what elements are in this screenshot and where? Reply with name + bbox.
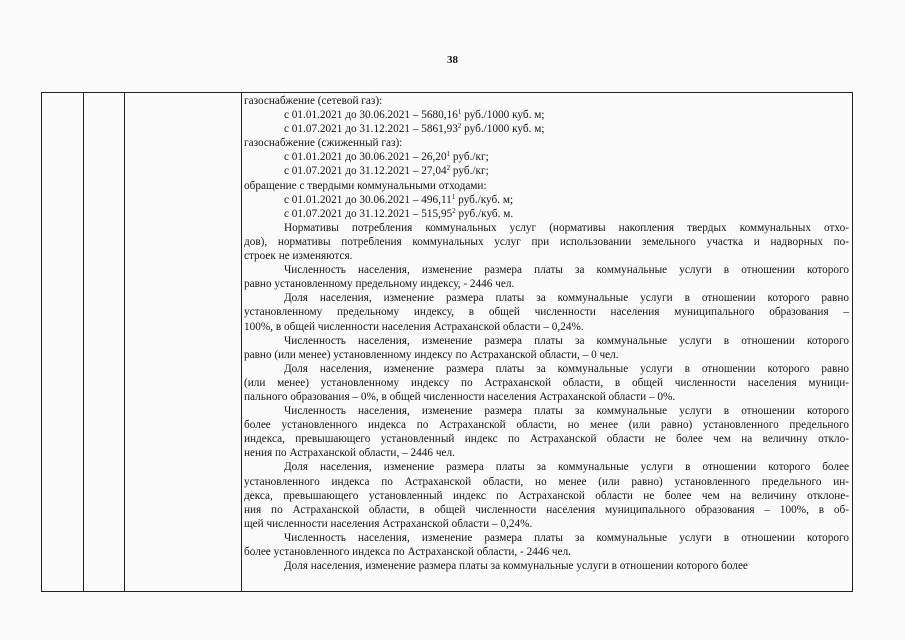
paragraph-line: 100%, в общей численности населения Астраханской области – 0,24%. bbox=[244, 320, 584, 333]
tariff-line: с 01.01.2021 до 30.06.2021 – 5680,16$^1$ руб./1000 куб. м; bbox=[284, 108, 545, 122]
paragraph-line: (или менее) установленному индексу по Астраханской области, в общей численности населения муници- bbox=[244, 376, 849, 389]
document-table bbox=[41, 92, 853, 592]
paragraph-first-line: Доля населения, изменение размера платы за коммунальные услуги в отношении которого равно bbox=[284, 362, 849, 375]
paragraph-line: щей численности населения Астраханской области – 0,24%. bbox=[244, 517, 533, 530]
paragraph-first-line: Численность населения, изменение размера платы за коммунальные услуги в отношении которого bbox=[284, 334, 849, 347]
paragraph bbox=[244, 531, 849, 559]
paragraph bbox=[244, 460, 849, 530]
tariff-line: с 01.01.2021 до 30.06.2021 – 496,11$^1$ руб./куб. м; bbox=[284, 192, 514, 206]
paragraph-line: пального образования – 0%, в общей численности населения Астраханской области – 0%. bbox=[244, 390, 676, 403]
tariff-line: с 01.01.2021 до 30.06.2021 – 26,20$^1$ руб./кг; bbox=[284, 150, 489, 164]
paragraph-line: ния по Астраханской области, в общей численности населения муниципального образования – 100%, в об- bbox=[244, 503, 849, 516]
paragraph-line: установленного индекса по Астраханской области, но менее (или равно) установленного предельного ин- bbox=[244, 475, 849, 488]
paragraph-first-line: Численность населения, изменение размера платы за коммунальные услуги в отношении которого bbox=[284, 531, 849, 544]
solid-waste-heading: обращение с твердыми коммунальными отходами: bbox=[244, 179, 487, 192]
paragraph-first-line: Доля населения, изменение размера платы за коммунальные услуги в отношении которого равно bbox=[284, 292, 849, 305]
paragraph bbox=[244, 404, 849, 460]
paragraph-first-line: Нормативы потребления коммунальных услуг (нормативы накопления твердых коммунальных отхо- bbox=[284, 221, 849, 234]
paragraph-first-line: Численность населения, изменение размера платы за коммунальные услуги в отношении которого bbox=[284, 264, 849, 277]
tariff-line: с 01.07.2021 до 31.12.2021 – 515,95$^2$ руб./куб. м. bbox=[284, 206, 514, 220]
paragraph bbox=[244, 362, 849, 404]
paragraph-first-line: Доля населения, изменение размера платы за коммунальные услуги в отношении которого более bbox=[284, 560, 748, 573]
paragraph-line: строек не изменяются. bbox=[244, 250, 353, 263]
paragraph-line: более установленного индекса по Астраханской области, но менее (или равно) установленного предельного bbox=[244, 419, 849, 432]
paragraph-first-line: Численность населения, изменение размера платы за коммунальные услуги в отношении которого bbox=[284, 405, 849, 418]
paragraphs bbox=[244, 221, 849, 573]
paragraph-line: установленному предельному индексу, в общей численности населения муниципального образования – bbox=[244, 306, 849, 319]
column-divider bbox=[124, 93, 125, 591]
gas-liquefied-heading: газоснабжение (сжиженный газ): bbox=[244, 137, 403, 150]
paragraph-line: индекса, превышающего установленный индекс по Астраханской области не более чем на величину откло- bbox=[244, 433, 849, 446]
paragraph bbox=[244, 559, 849, 573]
paragraph-first-line: Доля населения, изменение размера платы за коммунальные услуги в отношении которого более bbox=[284, 461, 849, 474]
paragraph bbox=[244, 221, 849, 263]
paragraph bbox=[244, 334, 849, 362]
tariff-line: с 01.07.2021 до 31.12.2021 – 5861,93$^2$ руб./1000 куб. м; bbox=[284, 122, 545, 136]
paragraph bbox=[244, 263, 849, 291]
paragraph bbox=[244, 291, 849, 333]
gas-network-heading: газоснабжение (сетевой газ): bbox=[244, 95, 383, 107]
paragraph-line: дов), нормативы потребления коммунальных услуг при использовании земельного участка и надворных по- bbox=[244, 235, 849, 248]
content-cell bbox=[244, 94, 849, 591]
paragraph-line: декса, превышающего установленный индекс по Астраханской области не более чем на величину отклоне- bbox=[244, 489, 849, 502]
column-divider bbox=[83, 93, 84, 591]
page-number: 38 bbox=[447, 54, 458, 66]
paragraph-line: равно (или менее) установленному индексу по Астраханской области, – 0 чел. bbox=[244, 348, 619, 361]
column-divider bbox=[241, 93, 242, 591]
tariff-line: с 01.07.2021 до 31.12.2021 – 27,04$^2$ руб./кг; bbox=[284, 164, 489, 178]
paragraph-line: равно установленному предельному индексу, - 2446 чел. bbox=[244, 278, 515, 291]
paragraph-line: нения по Астраханской области, – 2446 чел. bbox=[244, 447, 455, 460]
paragraph-line: более установленного индекса по Астраханской области, - 2446 чел. bbox=[244, 546, 571, 558]
